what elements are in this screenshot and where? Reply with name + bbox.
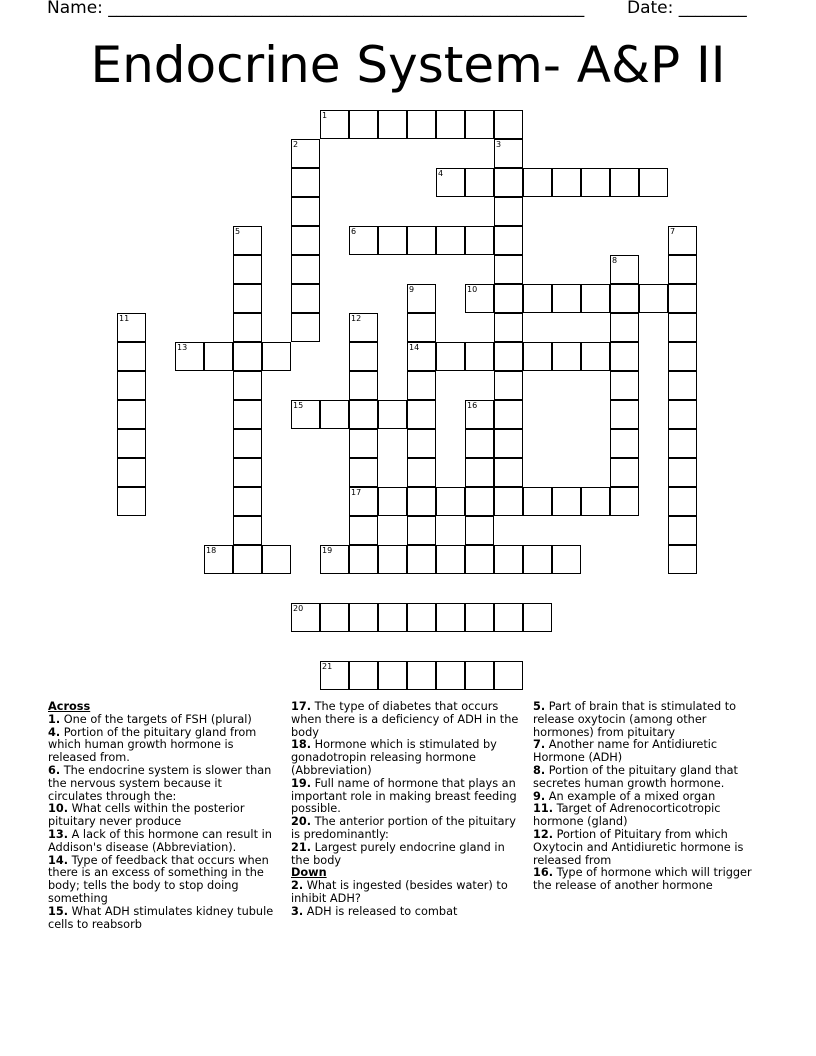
crossword-cell[interactable] xyxy=(523,342,552,371)
crossword-cell[interactable] xyxy=(494,371,523,400)
crossword-cell[interactable] xyxy=(610,429,639,458)
cell-number: 17 xyxy=(351,488,362,497)
crossword-cell[interactable] xyxy=(233,226,262,255)
clue-number: 14. xyxy=(48,853,69,867)
crossword-cell[interactable] xyxy=(233,458,262,487)
crossword-cell[interactable] xyxy=(465,429,494,458)
crossword-cell[interactable] xyxy=(320,400,349,429)
crossword-cell[interactable] xyxy=(610,284,639,313)
clue-down-5 xyxy=(533,701,761,739)
clue-text: Target of Adrenocorticotropic hormone (gland) xyxy=(533,802,721,829)
crossword-cell[interactable] xyxy=(407,284,436,313)
clue-down-7 xyxy=(533,739,761,765)
crossword-cell[interactable] xyxy=(349,487,378,516)
crossword-cell[interactable] xyxy=(494,139,523,168)
crossword-cell[interactable] xyxy=(552,487,581,516)
crossword-cell[interactable] xyxy=(407,545,436,574)
cell-number: 19 xyxy=(322,546,333,555)
cell-number: 10 xyxy=(467,285,478,294)
clue-text: Portion of the pituitary gland that secretes human growth hormone. xyxy=(533,763,738,790)
clue-text: ADH is released to combat xyxy=(306,904,458,918)
crossword-cell[interactable] xyxy=(581,284,610,313)
crossword-cell[interactable] xyxy=(349,313,378,342)
clue-across-4 xyxy=(48,727,276,765)
cell-number: 12 xyxy=(351,314,362,323)
crossword-cell[interactable] xyxy=(378,545,407,574)
crossword-cell[interactable] xyxy=(668,342,697,371)
crossword-cell[interactable] xyxy=(668,429,697,458)
crossword-cell[interactable] xyxy=(407,400,436,429)
crossword-cell[interactable] xyxy=(233,371,262,400)
cell-number: 20 xyxy=(293,604,304,613)
crossword-cell[interactable] xyxy=(233,400,262,429)
clue-down-12 xyxy=(533,829,761,867)
crossword-cell[interactable] xyxy=(320,545,349,574)
crossword-cell[interactable] xyxy=(349,458,378,487)
clue-across-15 xyxy=(48,906,276,932)
crossword-cell[interactable] xyxy=(494,487,523,516)
crossword-cell[interactable] xyxy=(407,516,436,545)
crossword-cell[interactable] xyxy=(639,168,668,197)
crossword-cell[interactable] xyxy=(668,487,697,516)
crossword-cell[interactable] xyxy=(349,516,378,545)
crossword-cell[interactable] xyxy=(523,545,552,574)
crossword-cell[interactable] xyxy=(668,371,697,400)
clue-number: 20. xyxy=(291,815,312,829)
crossword-cell[interactable] xyxy=(436,661,465,690)
crossword-cell[interactable] xyxy=(610,313,639,342)
clue-down-3 xyxy=(291,906,521,919)
crossword-cell[interactable] xyxy=(204,545,233,574)
cell-number: 13 xyxy=(177,343,188,352)
crossword-cell[interactable] xyxy=(349,429,378,458)
crossword-cell[interactable] xyxy=(523,284,552,313)
clue-number: 17. xyxy=(291,700,312,713)
crossword-cell[interactable] xyxy=(668,400,697,429)
crossword-cell[interactable] xyxy=(262,545,291,574)
crossword-cell[interactable] xyxy=(465,226,494,255)
clue-text: Full name of hormone that plays an important role in making breast feeding possible. xyxy=(291,776,517,816)
crossword-cell[interactable] xyxy=(494,661,523,690)
crossword-cell[interactable] xyxy=(465,110,494,139)
crossword-cell[interactable] xyxy=(291,284,320,313)
clue-number: 21. xyxy=(291,840,312,854)
clue-number: 10. xyxy=(48,802,69,816)
cell-number: 16 xyxy=(467,401,478,410)
cell-number: 1 xyxy=(322,111,328,120)
crossword-cell[interactable] xyxy=(349,371,378,400)
crossword-cell[interactable] xyxy=(378,661,407,690)
crossword-cell[interactable] xyxy=(465,458,494,487)
crossword-cell[interactable] xyxy=(407,458,436,487)
crossword-cell[interactable] xyxy=(465,487,494,516)
crossword-cell[interactable] xyxy=(436,487,465,516)
crossword-cell[interactable] xyxy=(117,458,146,487)
cell-number: 14 xyxy=(409,343,420,352)
crossword-cell[interactable] xyxy=(117,342,146,371)
clue-down-8 xyxy=(533,765,761,791)
crossword-cell[interactable] xyxy=(349,110,378,139)
crossword-cell[interactable] xyxy=(291,255,320,284)
clue-text: What is ingested (besides water) to inhibit ADH? xyxy=(291,879,508,905)
crossword-cell[interactable] xyxy=(610,400,639,429)
cell-number: 21 xyxy=(322,662,333,671)
crossword-cell[interactable] xyxy=(233,429,262,458)
clue-text: An example of a mixed organ xyxy=(548,789,716,803)
crossword-cell[interactable] xyxy=(523,603,552,632)
cell-number: 9 xyxy=(409,285,415,294)
across-heading: Across xyxy=(48,700,91,713)
clue-across-18 xyxy=(291,739,521,777)
clue-text: Type of feedback that occurs when there is an excess of something in the body; tells the body to stop doing something xyxy=(48,853,269,905)
crossword-cell[interactable] xyxy=(233,313,262,342)
crossword-cell[interactable] xyxy=(291,226,320,255)
clue-across-20 xyxy=(291,816,521,842)
crossword-cell[interactable] xyxy=(668,516,697,545)
clue-column-3 xyxy=(533,701,761,893)
cell-number: 5 xyxy=(235,227,241,236)
crossword-cell[interactable] xyxy=(494,458,523,487)
clue-number: 13. xyxy=(48,827,69,841)
clue-number: 2. xyxy=(291,879,304,893)
crossword-cell[interactable] xyxy=(494,284,523,313)
clue-text: What ADH stimulates kidney tubule cells to reabsorb xyxy=(48,904,274,931)
down-heading: Down xyxy=(291,866,327,880)
crossword-cell[interactable] xyxy=(291,139,320,168)
clue-text: Hormone which is stimulated by gonadotropin releasing hormone (Abbreviation) xyxy=(291,738,497,777)
crossword-cell[interactable] xyxy=(378,226,407,255)
crossword-cell[interactable] xyxy=(378,487,407,516)
cell-number: 2 xyxy=(293,140,299,149)
crossword-cell[interactable] xyxy=(117,400,146,429)
clue-number: 6. xyxy=(48,763,61,777)
name-field: Name: ________________________________________________________ xyxy=(47,0,585,18)
crossword-cell[interactable] xyxy=(465,516,494,545)
crossword-cell[interactable] xyxy=(378,603,407,632)
clue-number: 3. xyxy=(291,904,304,918)
crossword-cell[interactable] xyxy=(407,429,436,458)
crossword-cell[interactable] xyxy=(523,168,552,197)
clue-number: 15. xyxy=(48,904,69,918)
crossword-cell[interactable] xyxy=(610,255,639,284)
clue-number: 5. xyxy=(533,700,546,713)
clue-down-2 xyxy=(291,880,521,906)
clue-number: 11. xyxy=(533,802,554,816)
clue-text: Largest purely endocrine gland in the body xyxy=(291,840,505,867)
crossword-cell[interactable] xyxy=(494,603,523,632)
clue-number: 19. xyxy=(291,776,312,790)
crossword-cell[interactable] xyxy=(465,545,494,574)
crossword-cell[interactable] xyxy=(668,226,697,255)
crossword-cell[interactable] xyxy=(465,284,494,313)
clue-text: The type of diabetes that occurs when there is a deficiency of ADH in the body xyxy=(291,700,519,739)
clue-column-1 xyxy=(48,701,276,931)
cell-number: 11 xyxy=(119,314,130,323)
clue-number: 1. xyxy=(48,712,61,726)
clue-number: 4. xyxy=(48,725,61,739)
crossword-cell[interactable] xyxy=(233,255,262,284)
crossword-cell[interactable] xyxy=(349,226,378,255)
crossword-cell[interactable] xyxy=(436,603,465,632)
clue-text: Type of hormone which will trigger the release of another hormone xyxy=(533,866,752,893)
crossword-cell[interactable] xyxy=(349,400,378,429)
crossword-cell[interactable] xyxy=(117,313,146,342)
crossword-cell[interactable] xyxy=(407,342,436,371)
crossword-cell[interactable] xyxy=(610,371,639,400)
crossword-cell[interactable] xyxy=(668,255,697,284)
clue-across-6 xyxy=(48,765,276,803)
crossword-cell[interactable] xyxy=(494,342,523,371)
crossword-cell[interactable] xyxy=(552,168,581,197)
crossword-cell[interactable] xyxy=(610,487,639,516)
clue-text: The anterior portion of the pituitary is predominantly: xyxy=(291,815,516,841)
crossword-cell[interactable] xyxy=(407,487,436,516)
crossword-cell[interactable] xyxy=(494,400,523,429)
cell-number: 4 xyxy=(438,169,444,178)
page-title: Endocrine System- A&P II xyxy=(90,36,726,94)
crossword-cell[interactable] xyxy=(407,226,436,255)
crossword-cell[interactable] xyxy=(349,342,378,371)
crossword-cell[interactable] xyxy=(378,110,407,139)
crossword-cell[interactable] xyxy=(436,545,465,574)
crossword-cell[interactable] xyxy=(320,110,349,139)
crossword-cell[interactable] xyxy=(465,603,494,632)
clue-text: Part of brain that is stimulated to release oxytocin (among other hormones) from pituitary xyxy=(533,700,737,739)
clue-across-21 xyxy=(291,842,521,868)
crossword-cell[interactable] xyxy=(233,284,262,313)
crossword-cell[interactable] xyxy=(291,168,320,197)
crossword-cell[interactable] xyxy=(349,545,378,574)
crossword-cell[interactable] xyxy=(233,516,262,545)
cell-number: 6 xyxy=(351,227,357,236)
crossword-cell[interactable] xyxy=(610,342,639,371)
cell-number: 8 xyxy=(612,256,618,265)
clue-text: Portion of Pituitary from which Oxytocin and Antidiuretic hormone is released from xyxy=(533,827,744,867)
crossword-cell[interactable] xyxy=(233,487,262,516)
crossword-cell[interactable] xyxy=(407,661,436,690)
cell-number: 18 xyxy=(206,546,217,555)
crossword-cell[interactable] xyxy=(175,342,204,371)
crossword-cell[interactable] xyxy=(465,342,494,371)
cell-number: 3 xyxy=(496,140,502,149)
clue-across-13 xyxy=(48,829,276,855)
crossword-cell[interactable] xyxy=(436,226,465,255)
clue-number: 12. xyxy=(533,827,554,841)
crossword-cell[interactable] xyxy=(494,226,523,255)
clue-across-17 xyxy=(291,701,521,739)
clue-number: 18. xyxy=(291,738,312,752)
crossword-cell[interactable] xyxy=(262,342,291,371)
crossword-cell[interactable] xyxy=(610,458,639,487)
crossword-cell[interactable] xyxy=(117,371,146,400)
crossword-cell[interactable] xyxy=(668,458,697,487)
crossword-cell[interactable] xyxy=(552,284,581,313)
crossword-cell[interactable] xyxy=(581,342,610,371)
clue-text: Another name for Antidiuretic Hormone (ADH) xyxy=(533,738,718,765)
crossword-cell[interactable] xyxy=(407,313,436,342)
clue-column-2 xyxy=(291,701,521,919)
clue-number: 16. xyxy=(533,866,554,880)
cell-number: 15 xyxy=(293,401,304,410)
crossword-cell[interactable] xyxy=(494,313,523,342)
crossword-cell[interactable] xyxy=(436,168,465,197)
crossword-cell[interactable] xyxy=(291,603,320,632)
crossword-cell[interactable] xyxy=(552,545,581,574)
crossword-cell[interactable] xyxy=(204,342,233,371)
crossword-cell[interactable] xyxy=(668,284,697,313)
clue-number: 7. xyxy=(533,738,546,752)
clue-text: A lack of this hormone can result in Addison's disease (Abbreviation). xyxy=(48,827,272,854)
crossword-cell[interactable] xyxy=(291,313,320,342)
clue-across-14 xyxy=(48,855,276,906)
crossword-cell[interactable] xyxy=(668,545,697,574)
crossword-cell[interactable] xyxy=(494,545,523,574)
crossword-cell[interactable] xyxy=(320,661,349,690)
crossword-cell[interactable] xyxy=(494,168,523,197)
clue-text: The endocrine system is slower than the nervous system because it circulates through the: xyxy=(48,763,272,803)
crossword-cell[interactable] xyxy=(407,371,436,400)
crossword-cell[interactable] xyxy=(494,255,523,284)
crossword-cell[interactable] xyxy=(291,197,320,226)
crossword-cell[interactable] xyxy=(349,661,378,690)
cell-number: 7 xyxy=(670,227,676,236)
crossword-cell[interactable] xyxy=(610,168,639,197)
crossword-cell[interactable] xyxy=(639,284,668,313)
crossword-cell[interactable] xyxy=(465,661,494,690)
crossword-cell[interactable] xyxy=(581,487,610,516)
crossword-cell[interactable] xyxy=(233,342,262,371)
crossword-cell[interactable] xyxy=(436,110,465,139)
crossword-cell[interactable] xyxy=(668,313,697,342)
crossword-cell[interactable] xyxy=(407,603,436,632)
clue-number: 8. xyxy=(533,763,546,777)
clue-text: Portion of the pituitary gland from which human growth hormone is released from. xyxy=(48,725,257,765)
crossword-cell[interactable] xyxy=(378,400,407,429)
clue-text: One of the targets of FSH (plural) xyxy=(63,712,252,726)
crossword-cell[interactable] xyxy=(320,603,349,632)
crossword-cell[interactable] xyxy=(494,429,523,458)
clue-across-19 xyxy=(291,778,521,816)
crossword-cell[interactable] xyxy=(494,197,523,226)
crossword-cell[interactable] xyxy=(436,342,465,371)
clue-text: What cells within the posterior pituitary never produce xyxy=(48,802,245,829)
clue-down-11 xyxy=(533,803,761,829)
crossword-cell[interactable] xyxy=(465,168,494,197)
crossword-cell[interactable] xyxy=(494,110,523,139)
crossword-cell[interactable] xyxy=(581,168,610,197)
date-field: Date: ________ xyxy=(627,0,747,18)
crossword-cell[interactable] xyxy=(552,342,581,371)
crossword-cell[interactable] xyxy=(349,603,378,632)
clue-across-10 xyxy=(48,803,276,829)
crossword-cell[interactable] xyxy=(291,400,320,429)
crossword-cell[interactable] xyxy=(233,545,262,574)
crossword-cell[interactable] xyxy=(117,429,146,458)
crossword-cell[interactable] xyxy=(523,487,552,516)
clue-down-16 xyxy=(533,867,761,893)
crossword-cell[interactable] xyxy=(465,400,494,429)
crossword-cell[interactable] xyxy=(117,487,146,516)
crossword-cell[interactable] xyxy=(407,110,436,139)
clue-number: 9. xyxy=(533,789,546,803)
